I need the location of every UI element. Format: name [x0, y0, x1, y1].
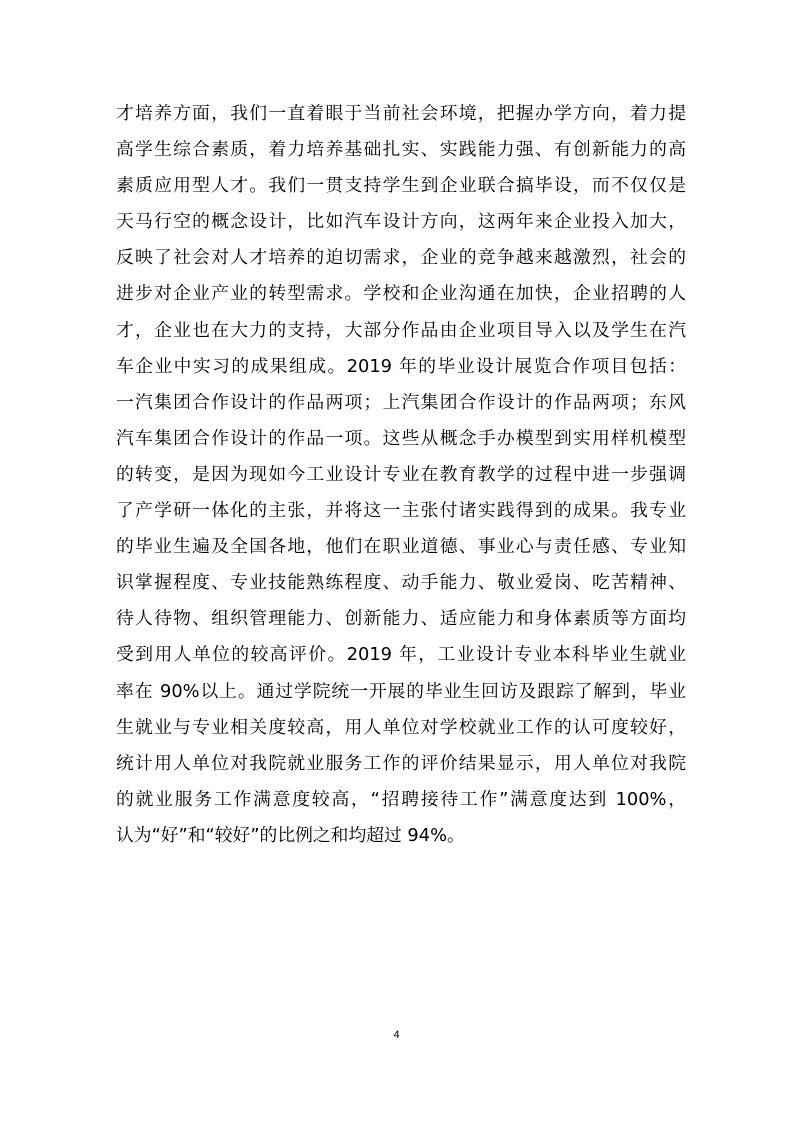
- text-line: 受到用人单位的较高评价。2019 年，工业设计专业本科毕业生就业: [116, 644, 686, 666]
- text-line: 高学生综合素质，着力培养基础扎实、实践能力强、有创新能力的高: [116, 139, 686, 161]
- text-line: 进步对企业产业的转型需求。学校和企业沟通在加快，企业招聘的人: [116, 283, 686, 305]
- text-line: 一汽集团合作设计的作品两项；上汽集团合作设计的作品两项；东风: [116, 391, 686, 413]
- text-line: 车企业中实习的成果组成。2019 年的毕业设计展览合作项目包括：: [116, 355, 686, 377]
- text-line: 的就业服务工作满意度较高，“招聘接待工作”满意度达到 100%，: [116, 788, 686, 810]
- text-line: 反映了社会对人才培养的迫切需求，企业的竞争越来越激烈，社会的: [116, 247, 686, 269]
- text-line: 了产学研一体化的主张，并将这一主张付诸实践得到的成果。我专业: [116, 500, 686, 522]
- text-line: 待人待物、组织管理能力、创新能力、适应能力和身体素质等方面均: [116, 608, 686, 630]
- text-line: 才，企业也在大力的支持，大部分作品由企业项目导入以及学生在汽: [116, 319, 686, 341]
- text-line: 才培养方面，我们一直着眼于当前社会环境，把握办学方向，着力提: [116, 103, 686, 124]
- text-line: 统计用人单位对我院就业服务工作的评价结果显示，用人单位对我院: [116, 752, 686, 774]
- text-line: 天马行空的概念设计，比如汽车设计方向，这两年来企业投入加大，: [116, 211, 686, 233]
- text-line: 素质应用型人才。我们一贯支持学生到企业联合搞毕设，而不仅仅是: [116, 175, 686, 197]
- text-line: 的转变，是因为现如今工业设计专业在教育教学的过程中进一步强调: [116, 463, 686, 485]
- text-line: 的毕业生遍及全国各地，他们在职业道德、事业心与责任感、专业知: [116, 536, 686, 558]
- text-line: 率在 90%以上。通过学院统一开展的毕业生回访及跟踪了解到，毕业: [116, 680, 686, 702]
- page-number: 4: [393, 1029, 400, 1041]
- text-line: 生就业与专业相关度较高，用人单位对学校就业工作的认可度较好，: [116, 716, 686, 738]
- text-line: 识掌握程度、专业技能熟练程度、动手能力、敬业爱岗、吃苦精神、: [116, 572, 686, 594]
- text-line: 认为“好”和“较好”的比例之和均超过 94%。: [116, 824, 465, 846]
- text-line: 汽车集团合作设计的作品一项。这些从概念手办模型到实用样机模型: [116, 427, 686, 449]
- body-paragraph: [116, 96, 686, 854]
